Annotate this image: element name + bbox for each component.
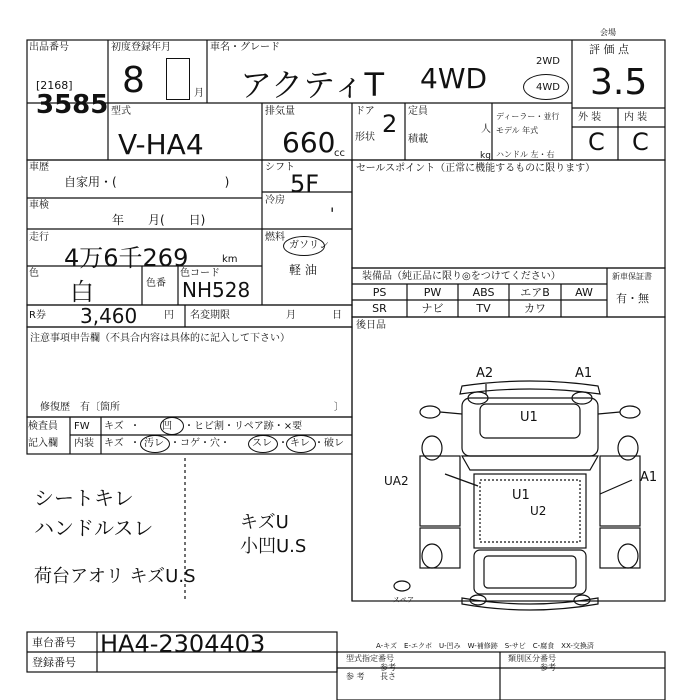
inspector-row2-7: キレ xyxy=(290,438,310,449)
shift-label: シフト xyxy=(265,162,295,173)
color-code-label: 色コード xyxy=(180,268,220,279)
warranty-label: 新車保証書 xyxy=(612,272,652,281)
equipment-title: 装備品（純正品に限り◎をつけてください） xyxy=(362,271,561,282)
inspection-value: 年 月( 日) xyxy=(112,213,206,227)
km-unit: km xyxy=(222,254,238,265)
note-scratch: キズU xyxy=(240,512,289,533)
logo-text: 会場 xyxy=(600,28,616,37)
inspector-row1-3: 凹 xyxy=(162,421,172,432)
reg-no-label: 登録番号 xyxy=(32,656,76,669)
equip-airbag: エアB xyxy=(520,286,550,299)
inspector-row2-6: ・ xyxy=(278,438,288,449)
note-seat: シートキレ xyxy=(34,486,134,510)
inspector-row2-8: ・破レ xyxy=(314,438,344,449)
dealer-label: ディーラー・並行 xyxy=(496,112,560,121)
chassis-value: HA4-2304403 xyxy=(100,630,266,658)
mark-u2-bed: U2 xyxy=(530,504,547,518)
score: 3.5 xyxy=(590,62,648,103)
inspection-label: 車検 xyxy=(29,200,49,211)
exterior-label: 外 装 xyxy=(578,112,602,123)
inspector-row2-5: スレ xyxy=(252,438,272,449)
loading-unit: kg xyxy=(480,151,491,161)
color-value: 白 xyxy=(70,278,94,306)
inspector-row2-3: 汚レ xyxy=(144,438,164,449)
equip-ps: PS xyxy=(372,285,387,299)
type-label: 型式指定番号 xyxy=(346,654,394,663)
drive-4wd: 4WD xyxy=(536,82,560,93)
inspector-row2-1: キズ xyxy=(104,438,124,449)
ac-label: 冷房 xyxy=(265,195,285,206)
cc-unit: cc xyxy=(334,148,345,159)
type-ref: 参考 xyxy=(380,663,396,672)
mark-u1-cab: U1 xyxy=(520,410,538,425)
class-label: 類別区分番号 xyxy=(508,654,556,663)
name-grade-label: 車名・グレード xyxy=(210,42,280,53)
shift-value: 5F xyxy=(290,170,320,198)
note-handle: ハンドルスレ xyxy=(34,516,154,540)
equip-pw: PW xyxy=(423,285,442,299)
capacity-unit: 人 xyxy=(481,124,491,135)
fuel-label: 燃料 xyxy=(265,232,285,243)
displacement-label: 排気量 xyxy=(265,106,295,117)
repair-label: 修復歴 有〔箇所 xyxy=(40,402,120,413)
warranty-value: 有・無 xyxy=(616,292,649,305)
score-label: 評 価 点 xyxy=(589,43,629,56)
model-value: V-HA4 xyxy=(118,128,204,161)
doors-value: 2 xyxy=(382,110,398,138)
drive-handwritten: 4WD xyxy=(420,62,488,95)
handle-label: ハンドル 左・右 xyxy=(496,150,555,159)
interior-label: 内 装 xyxy=(624,112,648,123)
equip-aw: AW xyxy=(575,285,593,299)
equip-abs: ABS xyxy=(472,285,495,299)
mark-a2-top: A2 xyxy=(476,366,494,381)
mileage-label: 走行 xyxy=(29,232,49,243)
equip-navi: ナビ xyxy=(421,302,444,315)
exterior-grade: C xyxy=(588,128,605,156)
name-change-day: 日 xyxy=(332,310,342,321)
inspector-row1-1: キズ xyxy=(104,421,124,432)
interior-grade: C xyxy=(632,128,649,156)
color-label: 色 xyxy=(29,268,39,279)
sales-point-label: セールスポイント（正常に機能するものに限ります） xyxy=(356,163,596,174)
history-label: 車歴 xyxy=(29,162,49,173)
damage-legend: A-キズ E-エクボ U-凹み W-補修跡 S-サビ C-腐食 XX-交換済 xyxy=(376,642,594,650)
inspector-fw: FW xyxy=(74,421,90,432)
mark-a1-right: A1 xyxy=(640,470,658,485)
drive-2wd: 2WD xyxy=(536,56,560,67)
first-reg-year: 8 xyxy=(122,60,145,101)
doors-label: ドア xyxy=(355,106,375,117)
displacement-value: 660 xyxy=(282,126,336,159)
name-change-month: 月 xyxy=(286,310,296,321)
recycle-label: R券 xyxy=(29,310,46,321)
recycle-yen: 円 xyxy=(164,310,174,321)
repair-close: 〕 xyxy=(334,402,344,413)
lot-code: [2168] xyxy=(36,79,73,92)
lot-number: 3585 xyxy=(36,90,109,120)
notes-title: 注意事項申告欄（不具合内容は具体的に記入して下さい） xyxy=(30,333,290,344)
month-unit: 月 xyxy=(194,88,204,99)
mark-u1-bed: U1 xyxy=(512,488,530,503)
inspector-label-2: 記入欄 xyxy=(28,438,58,449)
dims-ref: 参 考 xyxy=(346,672,365,681)
equip-sr: SR xyxy=(372,301,387,315)
note-small-dent: 小凹U.S xyxy=(240,536,307,557)
name-change-label: 名変期限 xyxy=(190,310,230,321)
spare-label: スペア xyxy=(393,596,414,604)
history-value: 自家用・( ) xyxy=(64,175,230,189)
equip-leather: カワ xyxy=(524,302,546,315)
capacity-label: 定員 xyxy=(408,106,428,117)
fuel-gas: ガソリン xyxy=(289,240,329,251)
inspector-interior: 内装 xyxy=(74,438,94,449)
inspector-row1-2: ・ xyxy=(130,421,140,432)
mark-ua2-left: UA2 xyxy=(384,474,409,488)
equip-tv: TV xyxy=(476,301,491,315)
shape-label: 形状 xyxy=(355,132,375,143)
car-name: アクティT xyxy=(240,66,385,104)
model-year-label: モデル 年式 xyxy=(496,126,539,135)
recycle-amount: 3,460 xyxy=(80,304,138,328)
inspector-row2-2: ・ xyxy=(130,438,140,449)
mark-a1-top: A1 xyxy=(575,366,593,381)
class-ref: 参考 xyxy=(540,663,556,672)
model-label: 型式 xyxy=(111,106,131,117)
chassis-label: 車台番号 xyxy=(32,636,76,649)
note-bed: 荷台アオリ キズU.S xyxy=(34,566,196,587)
inspector-row2-4: ・コゲ・穴・ xyxy=(170,438,230,449)
mileage-value: 4万6千269 xyxy=(64,244,189,272)
loading-label: 積載 xyxy=(408,134,428,145)
color-no-label: 色番 xyxy=(146,278,166,289)
color-code-value: NH528 xyxy=(182,278,251,302)
length-label: 長さ xyxy=(380,672,396,681)
after-date-label: 後日品 xyxy=(356,320,386,331)
first-reg-label: 初度登録年月 xyxy=(111,42,171,53)
lot-no-label: 出品番号 xyxy=(29,42,69,53)
ac-mark: ' xyxy=(330,204,335,223)
inspector-row1-4: ・ヒビ割・リペア跡・×要 xyxy=(184,421,303,432)
inspector-label: 検査員 xyxy=(28,421,58,432)
fuel-diesel: 軽 油 xyxy=(289,263,317,277)
